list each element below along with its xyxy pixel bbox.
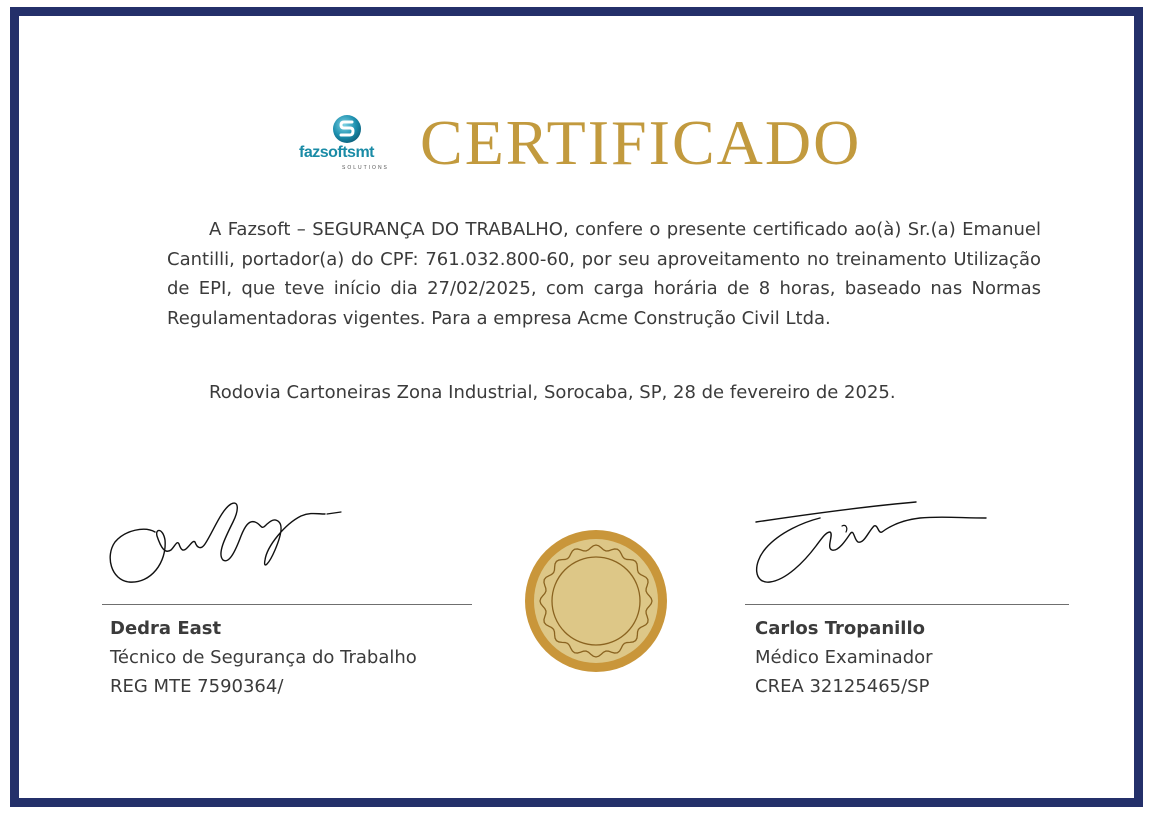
place-and-date: Rodovia Cartoneiras Zona Industrial, Sorocaba, SP, 28 de fevereiro de 2025. bbox=[209, 382, 896, 403]
gold-seal-icon bbox=[524, 529, 668, 673]
certificate-title: CERTIFICADO bbox=[420, 107, 862, 178]
signer-registration: CREA 32125465/SP bbox=[755, 676, 930, 697]
signer-role: Técnico de Segurança do Trabalho bbox=[110, 647, 417, 668]
signature-carlos-tropanillo bbox=[750, 496, 990, 590]
signer-name: Carlos Tropanillo bbox=[755, 618, 926, 639]
signer-name: Dedra East bbox=[110, 618, 222, 639]
certificate-body: A Fazsoft – SEGURANÇA DO TRABALHO, confere o presente certificado ao(à) Sr.(a) Emanuel Cantilli, portador(a) do CPF: 761.032.800-60, por seu aproveitamento no treinamento Utilização de EPI, que teve início dia 27/02/2025, com carga horária de 8 horas, baseado nas Normas Regulamentadoras vigentes. Para a empresa Acme Construção Civil Ltda. bbox=[167, 219, 1041, 329]
company-logo bbox=[299, 114, 399, 174]
signature-line-left bbox=[102, 604, 472, 605]
signature-dedra-east bbox=[105, 496, 350, 590]
logo-wordmark: fazsoftsmt bbox=[299, 144, 375, 161]
signer-role: Médico Examinador bbox=[755, 647, 933, 668]
signer-registration: REG MTE 7590364/ bbox=[110, 676, 284, 697]
fazsoft-logo-icon bbox=[332, 114, 362, 144]
signature-line-right bbox=[745, 604, 1069, 605]
signer-left bbox=[110, 614, 417, 701]
logo-tagline: SOLUTIONS bbox=[342, 165, 389, 171]
signer-right bbox=[755, 614, 933, 701]
